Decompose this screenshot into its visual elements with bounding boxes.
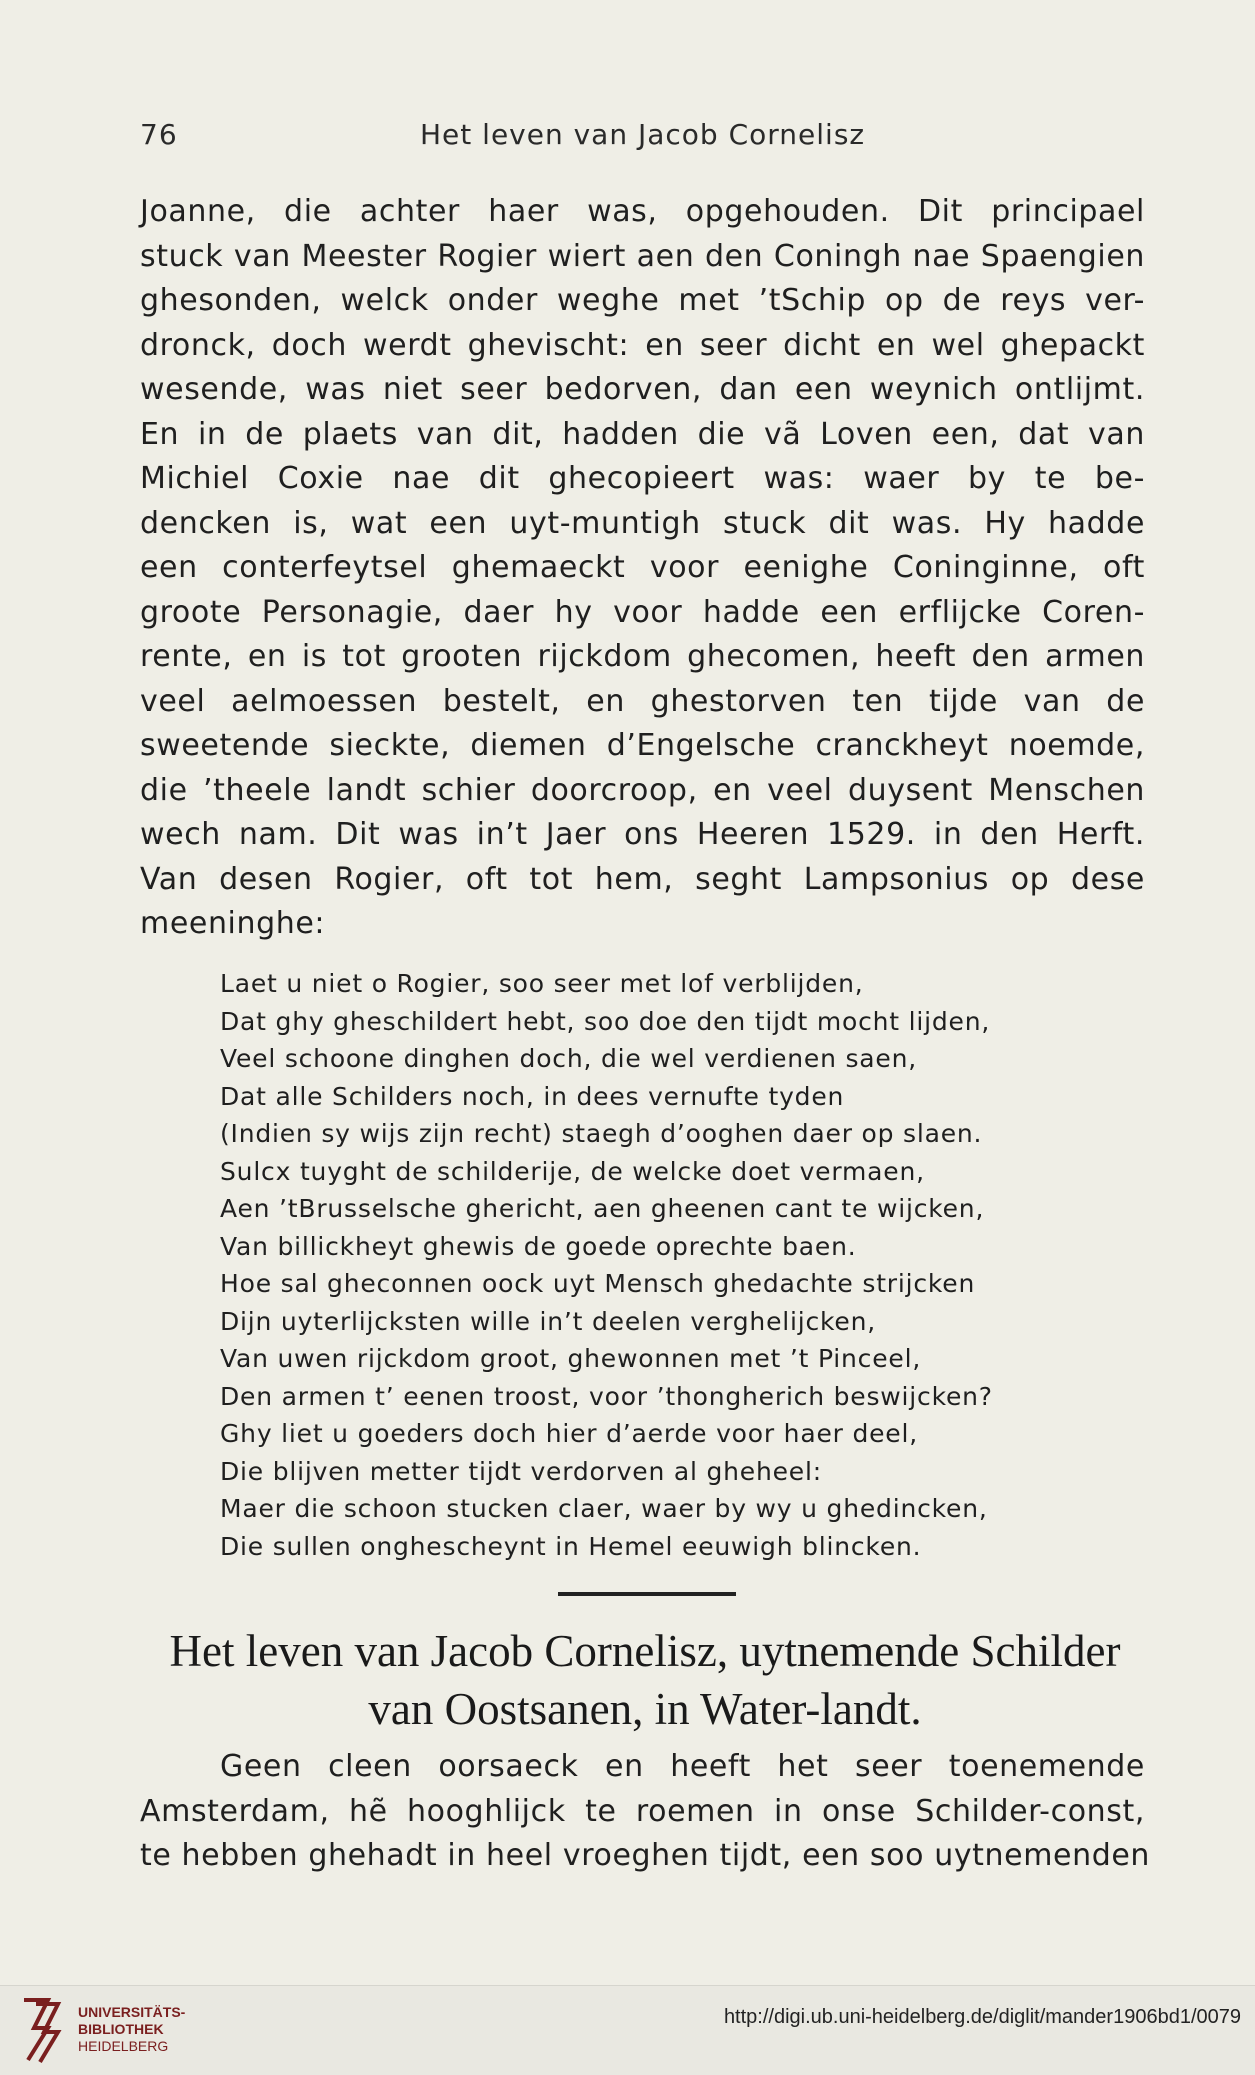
- section-divider: [558, 1592, 736, 1596]
- text-line: dencken is, wat een uyt-muntigh stuck dit was. Hy hadde: [140, 505, 1145, 541]
- section-heading-line: van Oostsanen, in Water-landt.: [368, 1684, 922, 1734]
- verse-line: Aen ’tBrusselsche ghericht, aen gheenen cant te wijcken,: [220, 1194, 985, 1223]
- verse-line: Hoe sal gheconnen oock uyt Mensch ghedachte strijcken: [220, 1269, 976, 1298]
- text-line: wech nam. Dit was in’t Jaer ons Heeren 1529. in den Herft.: [140, 817, 1145, 852]
- verse-line: Dat alle Schilders noch, in dees vernufte tyden: [220, 1081, 845, 1111]
- text-line: te hebben ghehadt in heel vroeghen tijdt, een soo uytnemenden: [140, 1838, 1151, 1873]
- library-name-line: BIBLIOTHEK: [78, 2021, 164, 2037]
- section-heading: [130, 1622, 1160, 1738]
- verse-line: Dijn uyterlijcksten wille in’t deelen verghelijcken,: [220, 1306, 876, 1336]
- text-line: veel aelmoessen bestelt, en ghestorven ten tijde van de: [140, 683, 1145, 719]
- text-line: Joanne, die achter haer was, opgehouden. Dit principael: [140, 194, 1145, 229]
- text-line: groote Personagie, daer hy voor hadde een erflijcke Coren-: [140, 594, 1145, 630]
- text-line: rente, en is tot grooten rijckdom ghecomen, heeft den armen: [140, 639, 1145, 674]
- permalink-url[interactable]: http://digi.ub.uni-heidelberg.de/diglit/mander1906bd1/0079: [723, 2006, 1241, 2028]
- library-name-line: UNIVERSITÄTS-: [78, 2004, 186, 2020]
- section-paragraph: [140, 1745, 1151, 1879]
- running-title: Het leven van Jacob Cornelisz: [420, 118, 866, 151]
- verse-line: Die blijven metter tijdt verdorven al gheheel:: [220, 1456, 822, 1486]
- verse-line: Van billickheyt ghewis de goede oprechte baen.: [220, 1231, 857, 1261]
- text-line: dronck, doch werdt ghevischt: en seer dicht en wel ghepackt: [140, 327, 1145, 363]
- page-number: 76: [140, 118, 178, 151]
- library-footer: [0, 1985, 1255, 2075]
- verse-line: Veel schoone dinghen doch, die wel verdienen saen,: [220, 1044, 917, 1073]
- library-name-line: HEIDELBERG: [78, 2038, 169, 2054]
- library-name: [78, 2004, 185, 2055]
- text-line: stuck van Meester Rogier wiert aen den Coningh nae Spaengien: [140, 238, 1145, 274]
- verse-line: Die sullen onghescheynt in Hemel eeuwigh blincken.: [220, 1531, 922, 1561]
- text-line: Michiel Coxie nae dit ghecopieert was: waer by te be-: [140, 461, 1145, 496]
- verse-line: Van uwen rijckdom groot, ghewonnen met ’t Pinceel,: [220, 1344, 922, 1373]
- text-line: Amsterdam, hẽ hooghlijck te roemen in onse Schilder-const,: [140, 1793, 1145, 1829]
- verse-line: Maer die schoon stucken claer, waer by wy u ghedincken,: [220, 1494, 988, 1523]
- library-logo-icon: [14, 1994, 70, 2066]
- body-paragraph: [140, 190, 1145, 947]
- text-line: Van desen Rogier, oft tot hem, seght Lampsonius op dese: [140, 861, 1145, 897]
- verse-line: Sulcx tuyght de schilderije, de welcke doet vermaen,: [220, 1156, 925, 1186]
- verse-line: (Indien sy wijs zijn recht) staegh d’ooghen daer op slaen.: [220, 1119, 983, 1148]
- section-heading-line: Het leven van Jacob Cornelisz, uytnemende Schilder: [169, 1626, 1121, 1676]
- verse-line: Den armen t’ eenen troost, voor ’thongherich beswijcken?: [220, 1381, 993, 1411]
- text-line: een conterfeytsel ghemaeckt voor eenighe Coninginne, oft: [140, 550, 1145, 585]
- verse-block: [220, 965, 1120, 1565]
- text-line: Geen cleen oorsaeck en heeft het seer toenemende: [220, 1749, 1145, 1784]
- text-line: sweetende sieckte, diemen d’Engelsche cranckheyt noemde,: [140, 728, 1145, 763]
- text-line: ghesonden, welck onder weghe met ’tSchip op de reys ver-: [140, 283, 1145, 318]
- text-line: die ’theele landt schier doorcroop, en veel duysent Menschen: [140, 772, 1145, 808]
- text-line: meeninghe:: [140, 906, 326, 941]
- verse-line: Laet u niet o Rogier, soo seer met lof verblijden,: [220, 969, 864, 998]
- verse-line: Dat ghy gheschildert hebt, soo doe den tijdt mocht lijden,: [220, 1006, 991, 1036]
- running-header: [140, 118, 1150, 158]
- text-line: wesende, was niet seer bedorven, dan een weynich ontlijmt.: [140, 372, 1145, 407]
- verse-line: Ghy liet u goeders doch hier d’aerde voor haer deel,: [220, 1419, 918, 1448]
- text-line: En in de plaets van dit, hadden die vã Loven een, dat van: [140, 416, 1145, 452]
